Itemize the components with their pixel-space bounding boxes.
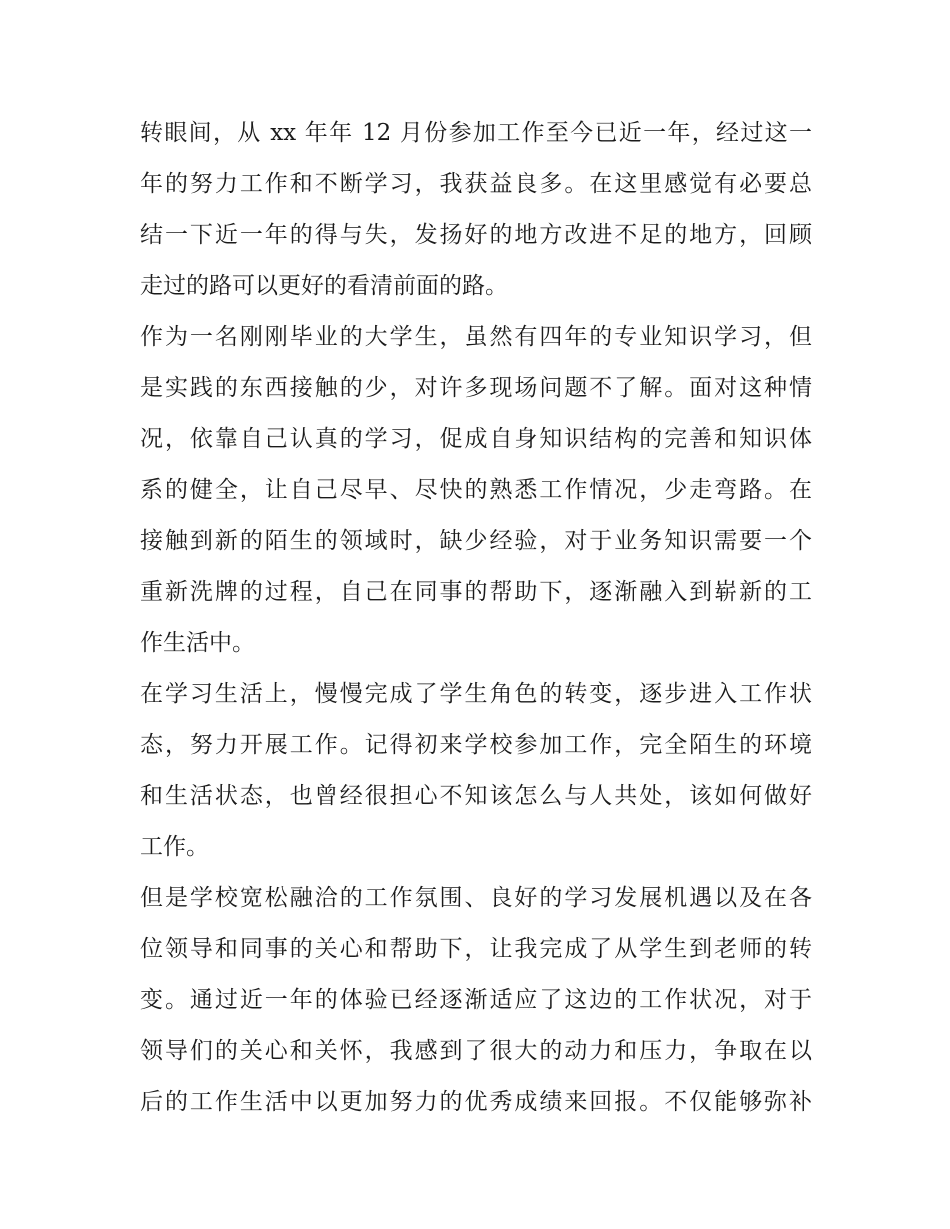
document-body bbox=[140, 108, 812, 1128]
text-line: 结一下近一年的得与失，发扬好的地方改进不足的地方，回顾 bbox=[140, 222, 812, 248]
text-line: 领导们的关心和关怀，我感到了很大的动力和压力，争取在以 bbox=[140, 1038, 812, 1064]
text-line: 年的努力工作和不断学习，我获益良多。在这里感觉有必要总 bbox=[140, 171, 812, 197]
text-line: 转眼间，从 xx 年年 12 月份参加工作至今已近一年，经过这一 bbox=[140, 120, 812, 146]
paragraph-2 bbox=[140, 312, 812, 669]
text-line: 重新洗牌的过程，自己在同事的帮助下，逐渐融入到崭新的工 bbox=[140, 579, 812, 605]
text-line: 变。通过近一年的体验已经逐渐适应了这边的工作状况，对于 bbox=[140, 987, 812, 1013]
text-line: 况，依靠自己认真的学习，促成自身知识结构的完善和知识体 bbox=[140, 426, 812, 452]
text-line: 后的工作生活中以更加努力的优秀成绩来回报。不仅能够弥补 bbox=[140, 1089, 812, 1115]
text-line: 接触到新的陌生的领域时，缺少经验，对于业务知识需要一个 bbox=[140, 528, 812, 554]
text-line: 态，努力开展工作。记得初来学校参加工作，完全陌生的环境 bbox=[140, 732, 812, 758]
paragraph-1 bbox=[140, 108, 812, 312]
text-line: 工作。 bbox=[140, 834, 209, 860]
text-line: 位领导和同事的关心和帮助下，让我完成了从学生到老师的转 bbox=[140, 936, 812, 962]
paragraph-3 bbox=[140, 669, 812, 873]
text-line: 是实践的东西接触的少，对许多现场问题不了解。面对这种情 bbox=[140, 375, 812, 401]
text-line: 在学习生活上，慢慢完成了学生角色的转变，逐步进入工作状 bbox=[140, 681, 812, 707]
text-line: 但是学校宽松融洽的工作氛围、良好的学习发展机遇以及在各 bbox=[140, 885, 812, 911]
text-line: 系的健全，让自己尽早、尽快的熟悉工作情况，少走弯路。在 bbox=[140, 477, 812, 503]
text-line: 作为一名刚刚毕业的大学生，虽然有四年的专业知识学习，但 bbox=[140, 324, 812, 350]
text-line: 和生活状态，也曾经很担心不知该怎么与人共处，该如何做好 bbox=[140, 783, 812, 809]
text-line: 作生活中。 bbox=[140, 630, 255, 656]
paragraph-4 bbox=[140, 873, 812, 1128]
text-line: 走过的路可以更好的看清前面的路。 bbox=[140, 273, 508, 299]
